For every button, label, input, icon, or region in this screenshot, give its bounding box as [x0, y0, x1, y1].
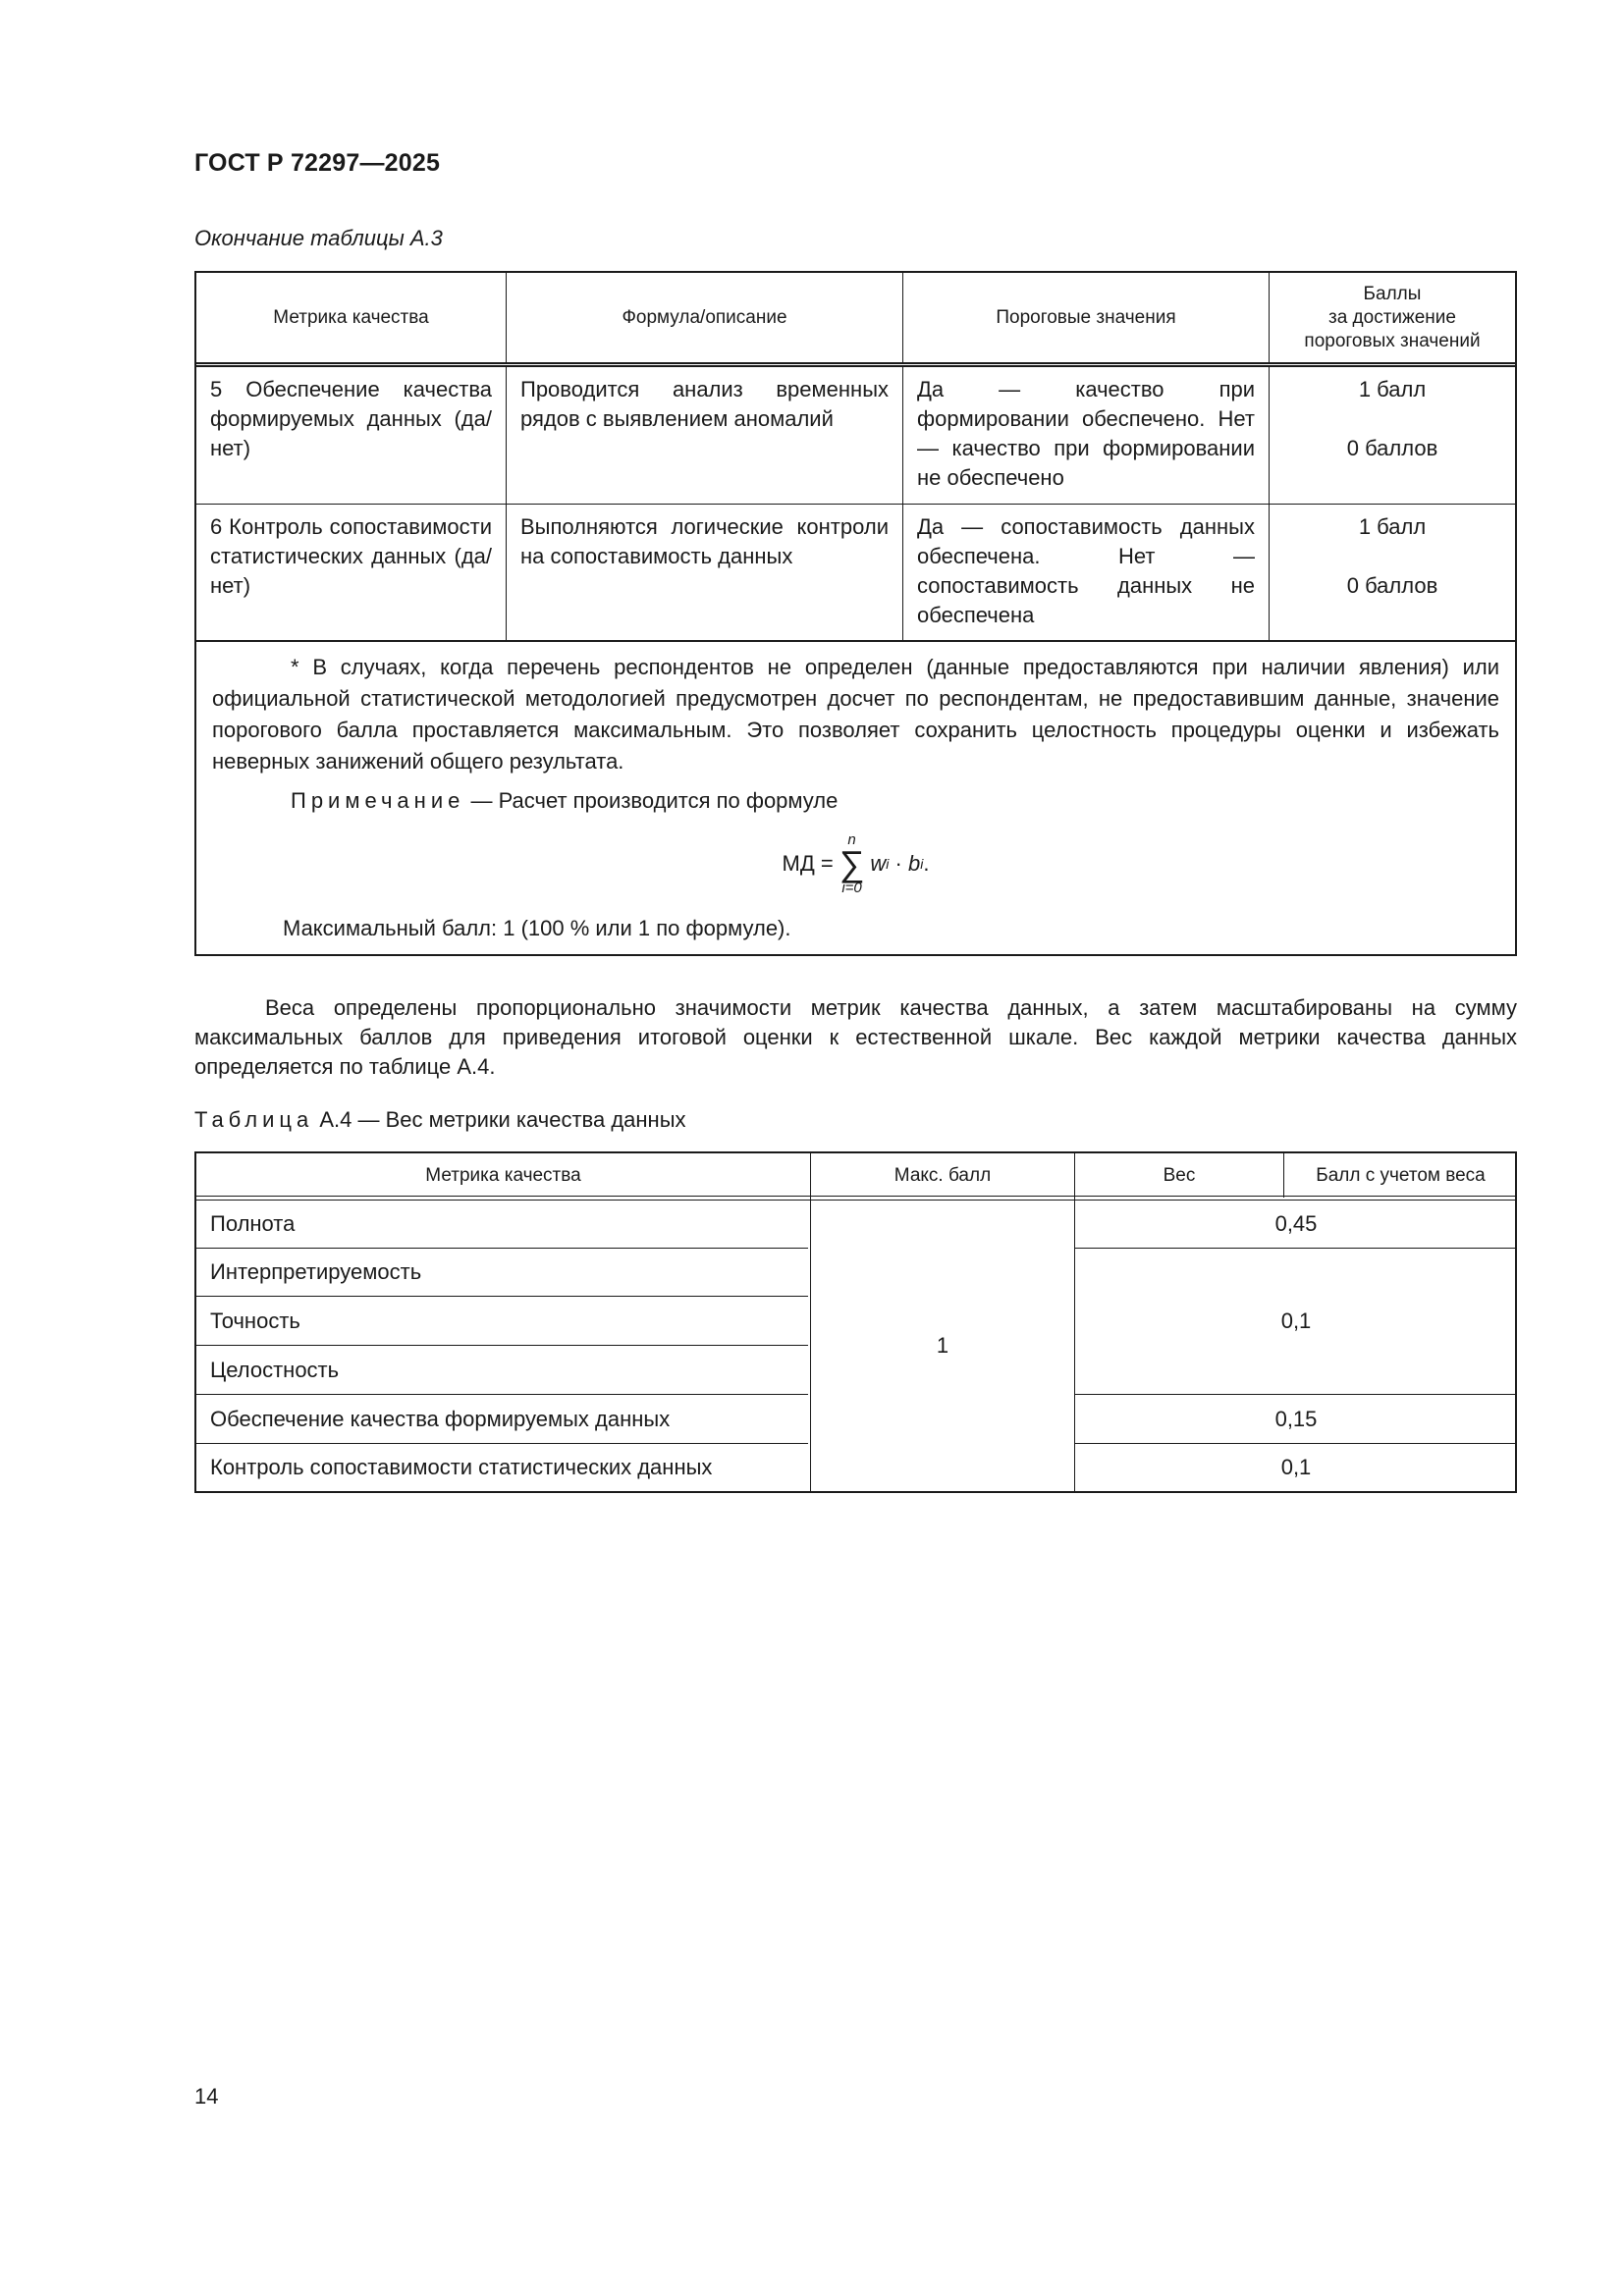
metric-cell: Полнота: [210, 1211, 296, 1236]
sigma-icon: ∑: [839, 843, 865, 883]
formula-end: .: [923, 851, 930, 876]
score-cell: [1270, 505, 1515, 640]
threshold-cell: Да — качество при формировании обеспечено. Нет — качество при формировании не обеспечено: [903, 367, 1270, 504]
column-header-weighted-score: Балл с учетом веса: [1316, 1164, 1486, 1186]
document-code: ГОСТ Р 72297—2025: [194, 149, 441, 177]
formula: [212, 817, 1499, 911]
score-no: 0 баллов: [1346, 573, 1438, 598]
threshold-cell: Да — сопоставимость данных обеспечена. Нет — сопоставимость данных не обеспечена: [903, 505, 1270, 640]
metric-cell: 5 Обеспечение качества формируемых данных (да/нет): [196, 367, 507, 504]
table-footer: [196, 642, 1515, 954]
body-paragraph: Веса определены пропорционально значимости метрик качества данных, а затем масштабированы на сумму максимальных баллов для приведения итоговой оценки к естественной шкале. Вес каждой метрики качества данных определяется по таблице А.4.: [194, 995, 1517, 1079]
score-header-line-3: пороговых значений: [1304, 330, 1481, 351]
caption-text: А.4 — Вес метрики качества данных: [313, 1107, 686, 1132]
score-subscript: i: [920, 856, 924, 872]
table-row: [196, 505, 1515, 642]
note: [212, 785, 1499, 817]
column-header-weight: Вес: [1163, 1164, 1196, 1186]
score-yes: 1 балл: [1358, 514, 1427, 539]
column-header-metric: Метрика качества: [425, 1164, 581, 1186]
table-continuation-title: Окончание таблицы А.3: [194, 226, 443, 250]
score-var: b: [907, 851, 921, 876]
score-header-line-2: за достижение: [1328, 306, 1456, 328]
column-header-threshold: Пороговые значения: [903, 273, 1270, 362]
weight-cell: 0,15: [1274, 1406, 1318, 1431]
table-a3: [194, 271, 1517, 956]
weight-var: w: [870, 851, 887, 876]
sum-lower-limit: i=0: [841, 880, 862, 896]
footnote-text: * В случаях, когда перечень респондентов не определен (данные предоставляются при наличии явления) или официальной статистической методологией предусмотрен досчет по респондентам, не предоставившим данные, значение порогового балла проставляется максимальным. Это позволяет сохранить целостность процедуры оценки и избежать неверных занижений общего результата.: [212, 655, 1499, 774]
column-header-metric: Метрика качества: [196, 273, 507, 362]
weight-subscript: i: [886, 856, 890, 872]
note-label: Примечание: [291, 788, 465, 813]
caption-label: Таблица: [194, 1107, 314, 1132]
score-cell: [1270, 367, 1515, 504]
table-header-row: [196, 273, 1515, 367]
metric-cell: Обеспечение качества формируемых данных: [210, 1406, 671, 1431]
table-a4-caption: [194, 1107, 686, 1133]
table-row: [196, 367, 1515, 505]
score-header-line-1: Баллы: [1363, 283, 1422, 304]
max-score-cell: 1: [936, 1333, 949, 1358]
metric-cell: Интерпретируемость: [210, 1259, 422, 1284]
score-yes: 1 балл: [1358, 377, 1427, 401]
page-number: 14: [194, 2084, 219, 2109]
weight-cell: 0,1: [1280, 1455, 1312, 1479]
metric-cell: Точность: [210, 1308, 300, 1333]
weight-cell: 0,45: [1274, 1211, 1318, 1236]
weight-cell-merged: 0,1: [1280, 1308, 1312, 1333]
note-text: — Расчет производится по формуле: [464, 788, 839, 813]
metric-cell: Целостность: [210, 1357, 340, 1382]
sum-symbol: [839, 832, 865, 895]
divider: [1283, 1153, 1284, 1198]
column-header-max-score: Макс. балл: [893, 1164, 992, 1186]
column-header-formula: Формула/описание: [507, 273, 903, 362]
formula-lhs: МД =: [782, 851, 834, 876]
sum-upper-limit: n: [847, 831, 856, 848]
max-score-text: Максимальный балл: 1 (100 % или 1 по формуле).: [283, 916, 791, 940]
metric-cell: Контроль сопоставимости статистических данных: [210, 1455, 713, 1479]
score-no: 0 баллов: [1346, 436, 1438, 460]
divider: [196, 1196, 1515, 1197]
multiply-dot: ·: [889, 851, 908, 876]
formula-cell: Выполняются логические контроли на сопоставимость данных: [507, 505, 903, 640]
metric-cell: 6 Контроль сопоставимости статистических данных (да/нет): [196, 505, 507, 640]
table-a4: [194, 1151, 1517, 1493]
formula-cell: Проводится анализ временных рядов с выявлением аномалий: [507, 367, 903, 504]
column-header-score: [1270, 273, 1515, 362]
